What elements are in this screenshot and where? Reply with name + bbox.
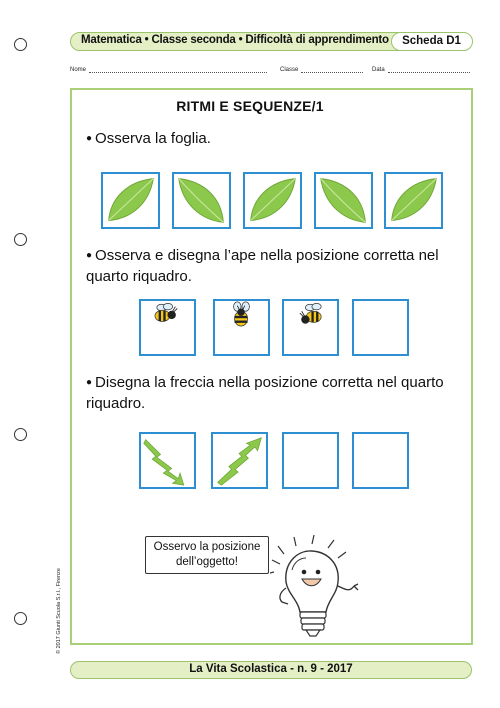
header-bar xyxy=(70,32,472,51)
exercise-2-text: Osserva e disegna l’ape nella posizione corretta nel quarto riquadro. xyxy=(86,247,439,285)
bee-box-3 xyxy=(282,299,339,356)
leaf-icon xyxy=(103,174,158,227)
leaf-icon xyxy=(316,174,371,227)
scheda-tag: Scheda D1 xyxy=(391,32,473,51)
bubble-line-2: dell’oggetto! xyxy=(175,556,239,568)
footer-bar: La Vita Scolastica - n. 9 - 2017 xyxy=(70,661,472,679)
lightbulb-icon xyxy=(270,532,365,642)
bee-icon xyxy=(141,301,194,354)
leaf-icon xyxy=(245,174,300,227)
class-field[interactable] xyxy=(280,67,363,73)
class-label: Classe xyxy=(280,67,299,73)
binder-hole xyxy=(14,233,27,246)
name-label: Nome xyxy=(70,67,87,73)
header-subjects: Matematica • Classe seconda • Difficoltà di apprendimento xyxy=(81,34,389,46)
arrow-box-2 xyxy=(211,432,268,489)
exercise-3-text: Disegna la freccia nella posizione corretta nel quarto riquadro. xyxy=(86,374,444,412)
leaf-icon xyxy=(174,174,229,227)
bubble-line-1: Osservo la posizione xyxy=(153,541,261,553)
arrow-box-3[interactable] xyxy=(282,432,339,489)
copyright-text: © 2017 Giunti Scuola S.r.l., Firenze xyxy=(56,568,62,654)
leaf-box-5 xyxy=(384,172,443,229)
binder-hole xyxy=(14,612,27,625)
bullet-icon: ● xyxy=(86,250,93,261)
name-field[interactable] xyxy=(70,67,267,73)
exercise-2-instruction xyxy=(86,245,466,287)
leaf-box-4 xyxy=(314,172,373,229)
leaf-box-2 xyxy=(172,172,231,229)
exercise-3-instruction xyxy=(86,372,466,414)
bee-box-2 xyxy=(213,299,270,356)
exercise-1-text: Osserva la foglia. xyxy=(95,130,211,147)
arrow-answer-box[interactable] xyxy=(352,432,409,489)
bee-icon xyxy=(215,301,268,354)
worksheet-title: RITMI E SEQUENZE/1 xyxy=(176,98,324,114)
arrow-box-1 xyxy=(139,432,196,489)
bee-icon xyxy=(284,301,337,354)
binder-hole xyxy=(14,428,27,441)
exercise-1-instruction xyxy=(86,128,466,149)
binder-hole xyxy=(14,38,27,51)
bee-box-1 xyxy=(139,299,196,356)
bee-answer-box[interactable] xyxy=(352,299,409,356)
zigzag-arrow-icon xyxy=(141,434,194,487)
zigzag-arrow-icon xyxy=(213,434,266,487)
leaf-box-3 xyxy=(243,172,302,229)
speech-bubble xyxy=(145,536,269,574)
bullet-icon: ● xyxy=(86,377,93,388)
leaf-icon xyxy=(386,174,441,227)
date-label: Data xyxy=(372,67,385,73)
leaf-box-1 xyxy=(101,172,160,229)
bullet-icon: ● xyxy=(86,133,93,144)
date-field[interactable] xyxy=(372,67,470,73)
